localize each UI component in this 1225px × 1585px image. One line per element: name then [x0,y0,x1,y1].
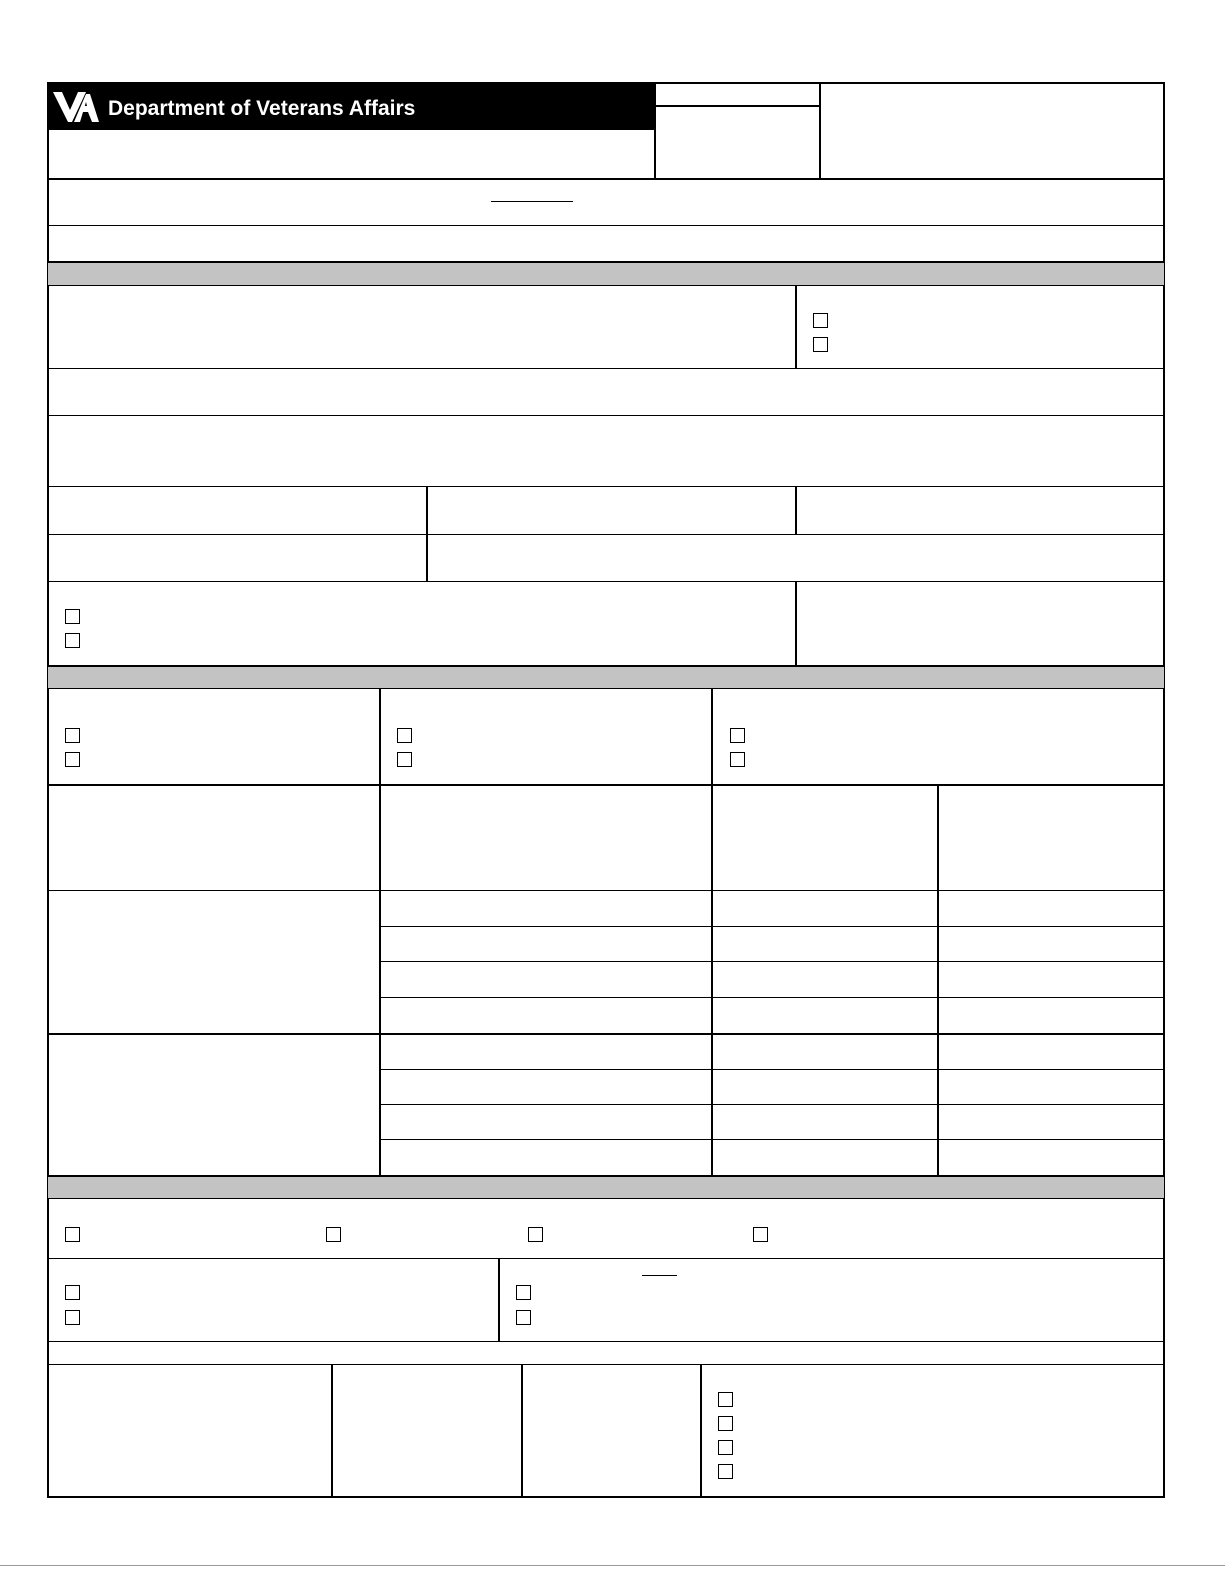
row-rule [47,225,1165,226]
va-logo-icon [50,86,100,126]
table-row-rule [380,1104,1165,1105]
col-divider [331,1364,333,1497]
section2-col3-checkbox-2[interactable] [730,752,745,767]
table-row-rule [380,1069,1165,1070]
section3-bottom-checkbox-1[interactable] [718,1392,733,1407]
section2-col1-checkbox-2[interactable] [65,752,80,767]
table-row-rule [380,961,1165,962]
section3-bottom-checkbox-4[interactable] [718,1464,733,1479]
row-rule [47,368,1165,369]
section2-col2-checkbox-2[interactable] [397,752,412,767]
row-rule [47,285,1165,286]
row-rule [47,1258,1165,1259]
row-rule [47,1364,1165,1365]
col-divider [521,1364,523,1497]
underline-mark [642,1275,677,1276]
section2-col2-checkbox-1[interactable] [397,728,412,743]
col-divider [795,486,797,534]
section1-lower-checkbox-1[interactable] [65,609,80,624]
section3-checkbox-4[interactable] [753,1227,768,1242]
form-frame [47,82,1165,1498]
table-row-rule [380,997,1165,998]
section2-col1-checkbox-1[interactable] [65,728,80,743]
row-rule [47,1033,1165,1035]
col-divider [937,784,939,1176]
section1-checkbox-1[interactable] [813,313,828,328]
table-row-rule [380,926,1165,927]
row-rule [47,486,1165,487]
agency-name: Department of Veterans Affairs [108,97,416,120]
header-subline [655,105,820,107]
header-divider [654,82,656,180]
section3-checkbox-3[interactable] [528,1227,543,1242]
section3-checkbox-2[interactable] [326,1227,341,1242]
header-divider [819,82,821,180]
col-divider [700,1364,702,1497]
row-rule [47,581,1165,582]
col-divider [795,285,797,369]
section3-checkbox-1[interactable] [65,1227,80,1242]
section3-right-checkbox-2[interactable] [516,1310,531,1325]
col-divider [498,1258,500,1342]
col-divider [795,581,797,666]
row-rule [47,890,1165,891]
row-rule [47,534,1165,535]
table-row-rule [380,1139,1165,1140]
section1-lower-checkbox-2[interactable] [65,633,80,648]
header-bottom-rule [47,178,1165,180]
section-3-bar [48,1177,1164,1198]
section3-left-checkbox-1[interactable] [65,1285,80,1300]
section-2-bar [48,667,1164,688]
row-rule [47,1198,1165,1199]
section3-right-checkbox-1[interactable] [516,1285,531,1300]
underline-mark [491,201,573,202]
section3-bottom-checkbox-2[interactable] [718,1416,733,1431]
section3-bottom-checkbox-3[interactable] [718,1440,733,1455]
section1-checkbox-2[interactable] [813,337,828,352]
row-rule [47,688,1165,689]
row-rule [47,415,1165,416]
page-bottom-rule [0,1565,1225,1566]
row-rule [47,784,1165,786]
section2-col3-checkbox-1[interactable] [730,728,745,743]
section-1-bar [48,263,1164,285]
row-rule [47,1341,1165,1342]
section3-left-checkbox-2[interactable] [65,1310,80,1325]
col-divider [379,688,381,1176]
col-divider [711,688,713,1176]
